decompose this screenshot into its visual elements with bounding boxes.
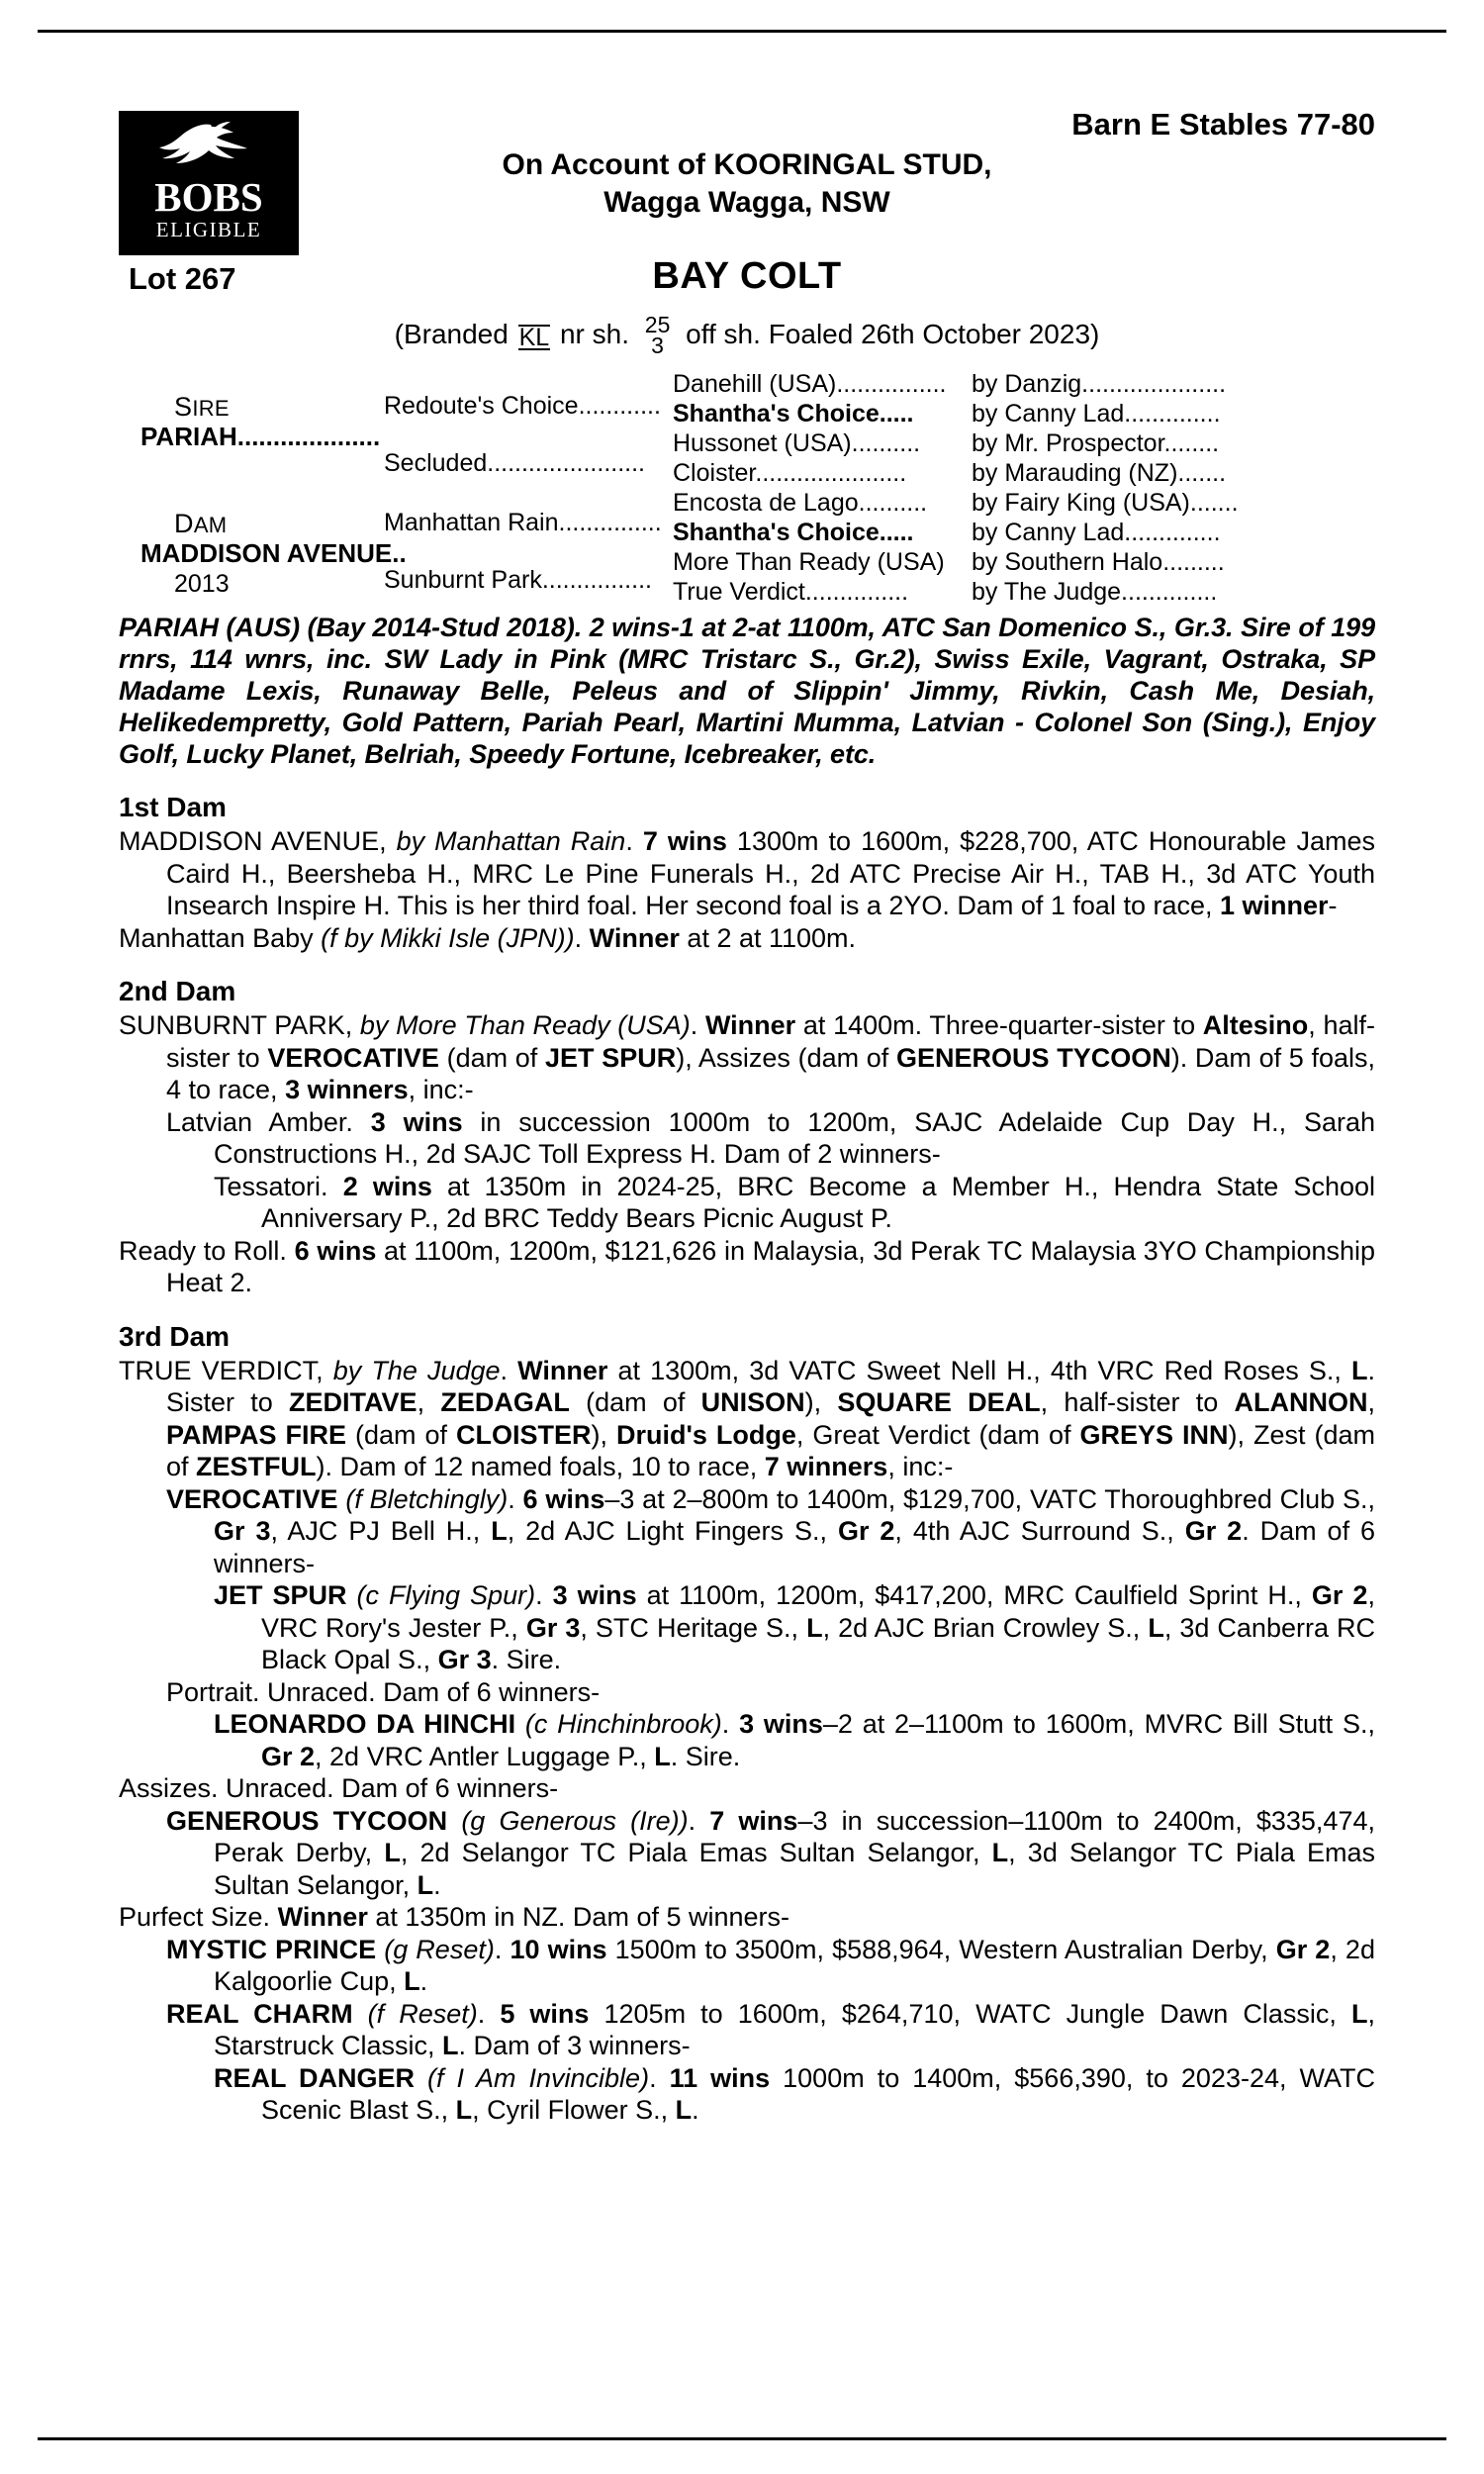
pedigree-table bbox=[119, 370, 1375, 606]
pedigree-entry-paragraph: SUNBURNT PARK, by More Than Ready (USA). Winner at 1400m. Three-quarter-sister to Altesino, half-sister to VEROCATIVE (dam of JET SPUR), Assizes (dam of GENEROUS TYCOON). Dam of 5 foals, 4 to race, 3 winners, inc:- bbox=[119, 1010, 1376, 1104]
pedigree-gen4-entry: by Canny Lad.............. bbox=[972, 519, 1221, 546]
pedigree-gen4-entry: by Marauding (NZ)....... bbox=[972, 459, 1227, 487]
pedigree-gen3-entry: Hussonet (USA).......... bbox=[673, 429, 921, 457]
pedigree-gen4-entry: by Fairy King (USA)....... bbox=[972, 489, 1239, 517]
pedigree-entry-paragraph: LEONARDO DA HINCHI (c Hinchinbrook). 3 wins–2 at 2–1100m to 1600m, MVRC Bill Stutt S., Gr 2, 2d VRC Antler Luggage P., L. Sire. bbox=[214, 1709, 1375, 1771]
lot-title-row bbox=[119, 255, 1375, 311]
pedigree-entry-paragraph: Assizes. Unraced. Dam of 6 winners- bbox=[119, 1773, 559, 1803]
pedigree-entry-paragraph: Manhattan Baby (f by Mikki Isle (JPN)). Winner at 2 at 1100m. bbox=[119, 922, 857, 953]
branded-mid: nr sh. bbox=[559, 319, 629, 349]
vendor-account-line1: On Account of KOORINGAL STUD, bbox=[502, 148, 992, 181]
page-bottom-rule bbox=[38, 2437, 1446, 2440]
bobs-eligible-label: ELIGIBLE bbox=[155, 218, 262, 241]
page-content bbox=[119, 95, 1375, 2127]
pedigree-entry-paragraph: VEROCATIVE (f Bletchingly). 6 wins–3 at 2–800m to 1400m, $129,700, VATC Thoroughbred Club S., Gr 3, AJC PJ Bell H., L, 2d AJC Light Fingers S., Gr 2, 4th AJC Surround S., Gr 2. Dam of 6 winners- bbox=[166, 1483, 1376, 1578]
pedigree-entry-paragraph: Ready to Roll. 6 wins at 1100m, 1200m, $121,626 in Malaysia, 3d Perak TC Malaysia 3YO Championship Heat 2. bbox=[119, 1235, 1376, 1297]
pedigree-entry-paragraph: JET SPUR (c Flying Spur). 3 wins at 1100m, 1200m, $417,200, MRC Caulfield Sprint H., Gr 2, VRC Rory's Jester P., Gr 3, STC Heritage S., L, 2d AJC Brian Crowley S., L, 3d Canberra RC Black Opal S., Gr 3. Sire. bbox=[214, 1580, 1375, 1674]
branding-line bbox=[119, 312, 1375, 358]
brand-fraction-denominator: 3 bbox=[651, 333, 664, 358]
page-header bbox=[119, 95, 1375, 253]
pedigree-entry-paragraph: Latvian Amber. 3 wins in succession 1000m to 1200m, SAJC Adelaide Cup Day H., Sarah Constructions H., 2d SAJC Toll Express H. Dam of 2 winners- bbox=[166, 1106, 1376, 1169]
pedigree-entry-paragraph: MADDISON AVENUE, by Manhattan Rain. 7 wins 1300m to 1600m, $228,700, ATC Honourable James Caird H., Beersheba H., MRC Le Pine Funerals H., 2d ATC Precise Air H., TAB H., 3d ATC Youth Insearch Inspire H. This is her third foal. Her second foal is a 2YO. Dam of 1 foal to race, 1 winner- bbox=[119, 826, 1375, 920]
sire-label: SIRE bbox=[174, 392, 230, 422]
sire-summary-paragraph: PARIAH (AUS) (Bay 2014-Stud 2018). 2 wins-1 at 2-at 1100m, ATC San Domenico S., Gr.3. Sire of 199 rnrs, 114 wnrs, inc. SW Lady in Pink (MRC Tristarc S., Gr.2), Swiss Exile, Vagrant, Ostraka, SP Madame Lexis, Runaway Belle, Peleus and of Slippin' Jimmy, Rivkin, Cash Me, Desiah, Helikedempretty, Gold Pattern, Pariah Pearl, Martini Mumma, Latvian - Colonel Son (Sing.), Enjoy Golf, Lucky Planet, Belriah, Speedy Fortune, Icebreaker, etc. bbox=[119, 613, 1375, 769]
sire-name: PARIAH.................... bbox=[140, 422, 381, 451]
pedigree-entry-paragraph: Portrait. Unraced. Dam of 6 winners- bbox=[166, 1676, 601, 1707]
pedigree-entry-paragraph: Tessatori. 2 wins at 1350m in 2024-25, BRC Become a Member H., Hendra State School Anniversary P., 2d BRC Teddy Bears Picnic August P. bbox=[214, 1171, 1375, 1233]
pedigree-entry-paragraph: REAL CHARM (f Reset). 5 wins 1205m to 1600m, $264,710, WATC Jungle Dawn Classic, L, Starstruck Classic, L. Dam of 3 winners- bbox=[166, 1998, 1375, 2060]
pedigree-gen4-entry: by Southern Halo......... bbox=[972, 548, 1225, 576]
pedigree-gen2-entry: Manhattan Rain............... bbox=[384, 509, 662, 536]
pedigree-gen2-entry: Sunburnt Park................ bbox=[384, 566, 652, 594]
pedigree-gen4-entry: by Mr. Prospector........ bbox=[972, 429, 1220, 457]
dam-section-heading: 1st Dam bbox=[119, 792, 227, 822]
pedigree-gen3-entry: Danehill (USA)................ bbox=[673, 370, 947, 398]
brand-mark-near-shoulder: KL bbox=[518, 324, 550, 351]
pedigree-gen3-entry: More Than Ready (USA) bbox=[673, 548, 945, 576]
page-top-rule bbox=[38, 30, 1446, 33]
pedigree-gen4-entry: by Canny Lad.............. bbox=[972, 400, 1221, 428]
dam-section-heading: 2nd Dam bbox=[119, 976, 236, 1006]
pedigree-gen3-entry: Encosta de Lago.......... bbox=[673, 489, 928, 517]
brand-fraction-numerator: 25 bbox=[644, 312, 671, 337]
vendor-account-line2: Wagga Wagga, NSW bbox=[603, 186, 890, 219]
pedigree-gen3-entry: Shantha's Choice..... bbox=[673, 519, 914, 546]
pedigree-gen4-entry: by Danzig..................... bbox=[972, 370, 1227, 398]
pedigree-entry-paragraph: TRUE VERDICT, by The Judge. Winner at 1300m, 3d VATC Sweet Nell H., 4th VRC Red Roses S., L. Sister to ZEDITAVE, ZEDAGAL (dam of UNISON), SQUARE DEAL, half-sister to ALANNON, PAMPAS FIRE (dam of CLOISTER), Druid's Lodge, Great Verdict (dam of GREYS INN), Zest (dam of ZESTFUL). Dam of 12 named foals, 10 to race, 7 winners, inc:- bbox=[119, 1355, 1375, 1481]
pedigree-entry-paragraph: Purfect Size. Winner at 1350m in NZ. Dam of 5 winners- bbox=[119, 1902, 790, 1932]
pedigree-entry-paragraph: GENEROUS TYCOON (g Generous (Ire)). 7 wins–3 in succession–1100m to 2400m, $335,474, Perak Derby, L, 2d Selangor TC Piala Emas Sultan Selangor, L, 3d Selangor TC Piala Emas Sultan Selangor, L. bbox=[166, 1805, 1375, 1900]
pedigree-entry-paragraph: MYSTIC PRINCE (g Reset). 10 wins 1500m to 3500m, $588,964, Western Australian Derby, Gr 2, 2d Kalgoorlie Cup, L. bbox=[166, 1934, 1375, 1996]
pedigree-gen3-entry: True Verdict............... bbox=[673, 578, 909, 606]
bobs-wordmark: BOBS bbox=[154, 174, 263, 220]
pedigree-gen3-entry: Shantha's Choice..... bbox=[673, 400, 914, 428]
pedigree-gen2-entry: Redoute's Choice............ bbox=[384, 392, 661, 420]
lot-type-title: BAY COLT bbox=[652, 255, 842, 297]
brand-fraction-off-shoulder bbox=[644, 312, 671, 358]
vendor-account bbox=[119, 146, 1375, 222]
barn-stables-label: Barn E Stables 77-80 bbox=[1071, 107, 1375, 142]
dam-sections bbox=[119, 792, 1375, 2127]
dam-label: DAM bbox=[174, 509, 228, 538]
lot-number: Lot 267 bbox=[129, 261, 236, 296]
pedigree-entry-paragraph: REAL DANGER (f I Am Invincible). 11 wins 1000m to 1400m, $566,390, to 2023-24, WATC Scenic Blast S., L, Cyril Flower S., L. bbox=[214, 2062, 1375, 2125]
branded-prefix: (Branded bbox=[394, 319, 509, 349]
dam-section-heading: 3rd Dam bbox=[119, 1320, 231, 1352]
dam-foaling-year: 2013 bbox=[174, 570, 230, 598]
pedigree-gen4-entry: by The Judge.............. bbox=[972, 578, 1218, 606]
dam-name: MADDISON AVENUE.. bbox=[140, 538, 407, 568]
pedigree-gen3-entry: Cloister...................... bbox=[673, 459, 907, 487]
branded-suffix: off sh. Foaled 26th October 2023) bbox=[686, 319, 1100, 349]
pedigree-gen2-entry: Secluded....................... bbox=[384, 449, 646, 477]
